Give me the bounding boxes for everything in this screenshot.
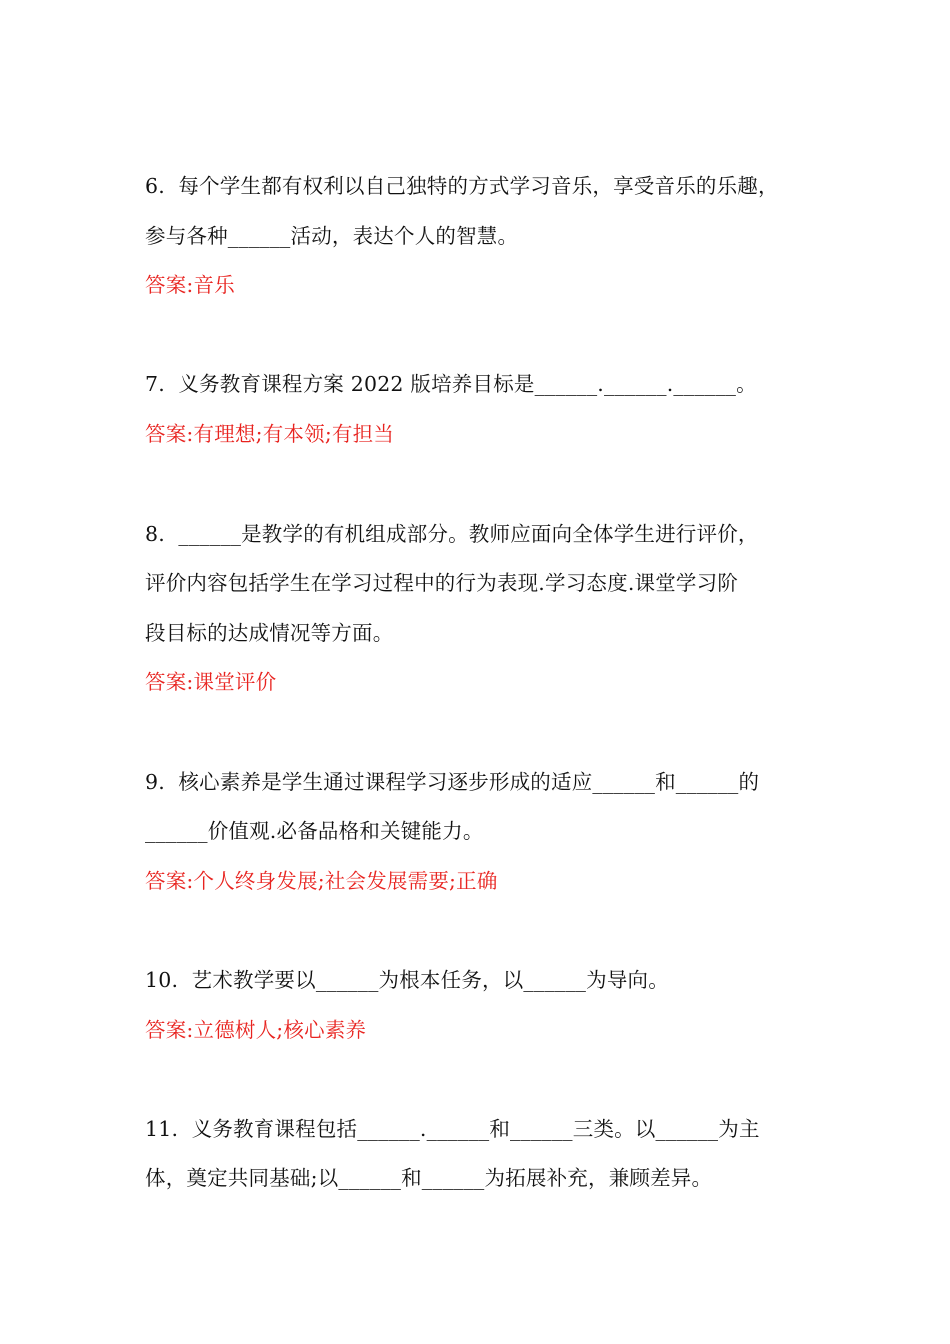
question-11-line-1: 11. 义务教育课程包括______.______和______三类。以______为主 xyxy=(145,1117,760,1141)
question-8-line-2: 评价内容包括学生在学习过程中的行为表现.学习态度.课堂学习阶 xyxy=(145,571,739,595)
question-6-line-1: 6. 每个学生都有权利以自己独特的方式学习音乐，享受音乐的乐趣， xyxy=(145,174,779,198)
question-7-answer: 答案:有理想;有本领;有担当 xyxy=(145,422,395,446)
question-11-line-2: 体，奠定共同基础;以______和______为拓展补充，兼顾差异。 xyxy=(145,1166,713,1190)
question-6-answer: 答案:音乐 xyxy=(145,273,235,297)
question-10-line-1: 10. 艺术教学要以______为根本任务，以______为导向。 xyxy=(145,968,669,992)
question-8-line-1: 8. ______是教学的有机组成部分。教师应面向全体学生进行评价， xyxy=(145,522,759,546)
question-9-line-1: 9. 核心素养是学生通过课程学习逐步形成的适应______和______的 xyxy=(145,770,760,794)
question-10-answer: 答案:立德树人;核心素养 xyxy=(145,1018,367,1042)
question-9-answer: 答案:个人终身发展;社会发展需要;正确 xyxy=(145,869,498,893)
question-6-line-2: 参与各种______活动，表达个人的智慧。 xyxy=(145,224,519,248)
question-8-line-3: 段目标的达成情况等方面。 xyxy=(145,621,394,645)
question-8-answer: 答案:课堂评价 xyxy=(145,670,277,694)
question-9-line-2: ______价值观.必备品格和关键能力。 xyxy=(145,819,484,843)
question-7-line-1: 7. 义务教育课程方案 2022 版培养目标是______.______.______。 xyxy=(145,372,757,396)
